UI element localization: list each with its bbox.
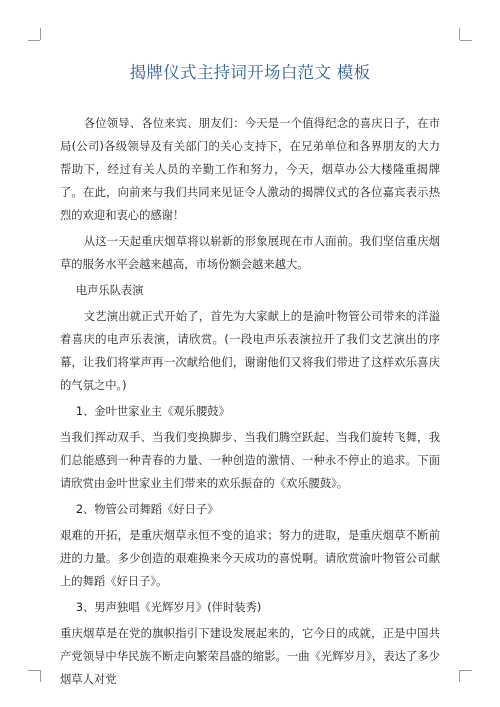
- document-title: 揭牌仪式主持词开场白范文 模板: [129, 63, 371, 82]
- section-heading-2: 2、物管公司舞蹈《好日子》: [75, 503, 219, 516]
- paragraph-intro: 从这一天起重庆烟草将以崭新的形象展现在市人面前。我们坚信重庆烟草的服务水平会越来越高，市场份额会越来越大。: [60, 235, 440, 271]
- section-heading-1: 1、金叶世家业主《观乐腰鼓》: [75, 405, 230, 418]
- paragraph-drum: 当我们挥动双手、当我们变换脚步、当我们腾空跃起、当我们旋转飞舞，我们总能感到一种青春的力量、一种创造的激情、一种永不停止的追求。下面请欣赏由金叶世家业主们带来的欢乐振奋的《欢乐腰鼓》。: [60, 431, 440, 490]
- crop-mark-top-left-v: [40, 28, 41, 40]
- crop-mark-top-right-h: [460, 40, 472, 41]
- paragraph-song: 重庆烟草是在党的旗帜指引下建设发展起来的，它今日的成就，正是中国共产党领导中华民族不断走向繁荣昌盛的缩影。一曲《光辉岁月》，表达了多少烟草人对党: [60, 627, 440, 686]
- crop-mark-bottom-left-h: [28, 670, 40, 671]
- paragraph-band: 文艺演出就正式开始了，首先为大家献上的是渝叶物管公司带来的洋溢着喜庆的电声乐表演，请欣赏。(一段电声乐表演拉开了我们文艺演出的序幕，让我们将掌声再一次献给他们，谢谢他们又将我们带进了这样欢乐喜庆的气氛之中。): [60, 310, 440, 392]
- section-heading-band: 电声乐队表演: [75, 284, 144, 297]
- section-heading-3: 3、男声独唱《光辉岁月》(伴时装秀): [75, 601, 262, 614]
- crop-mark-top-right-v: [459, 28, 460, 40]
- crop-mark-bottom-right-h: [460, 670, 472, 671]
- crop-mark-bottom-right-v: [459, 670, 460, 682]
- document-body: [60, 112, 440, 694]
- paragraph-dance: 艰难的开拓，是重庆烟草永恒不变的追求；努力的进取，是重庆烟草不断前进的力量。多少创造的艰难换来今天成功的喜悦啊。请欣赏渝叶物管公司献上的舞蹈《好日子》。: [60, 529, 440, 588]
- crop-mark-bottom-left-v: [40, 670, 41, 682]
- paragraph-opening: 各位领导、各位来宾、朋友们：今天是一个值得纪念的喜庆日子，在市局(公司)各级领导及有关部门的关心支持下，在兄弟单位和各界朋友的大力帮助下，经过有关人员的辛勤工作和努力，今天，烟草办公大楼隆重揭牌了。在此，向前来与我们共同来见证令人激动的揭牌仪式的各位嘉宾表示热烈的欢迎和衷心的感谢！: [60, 117, 440, 222]
- crop-mark-top-left-h: [28, 40, 40, 41]
